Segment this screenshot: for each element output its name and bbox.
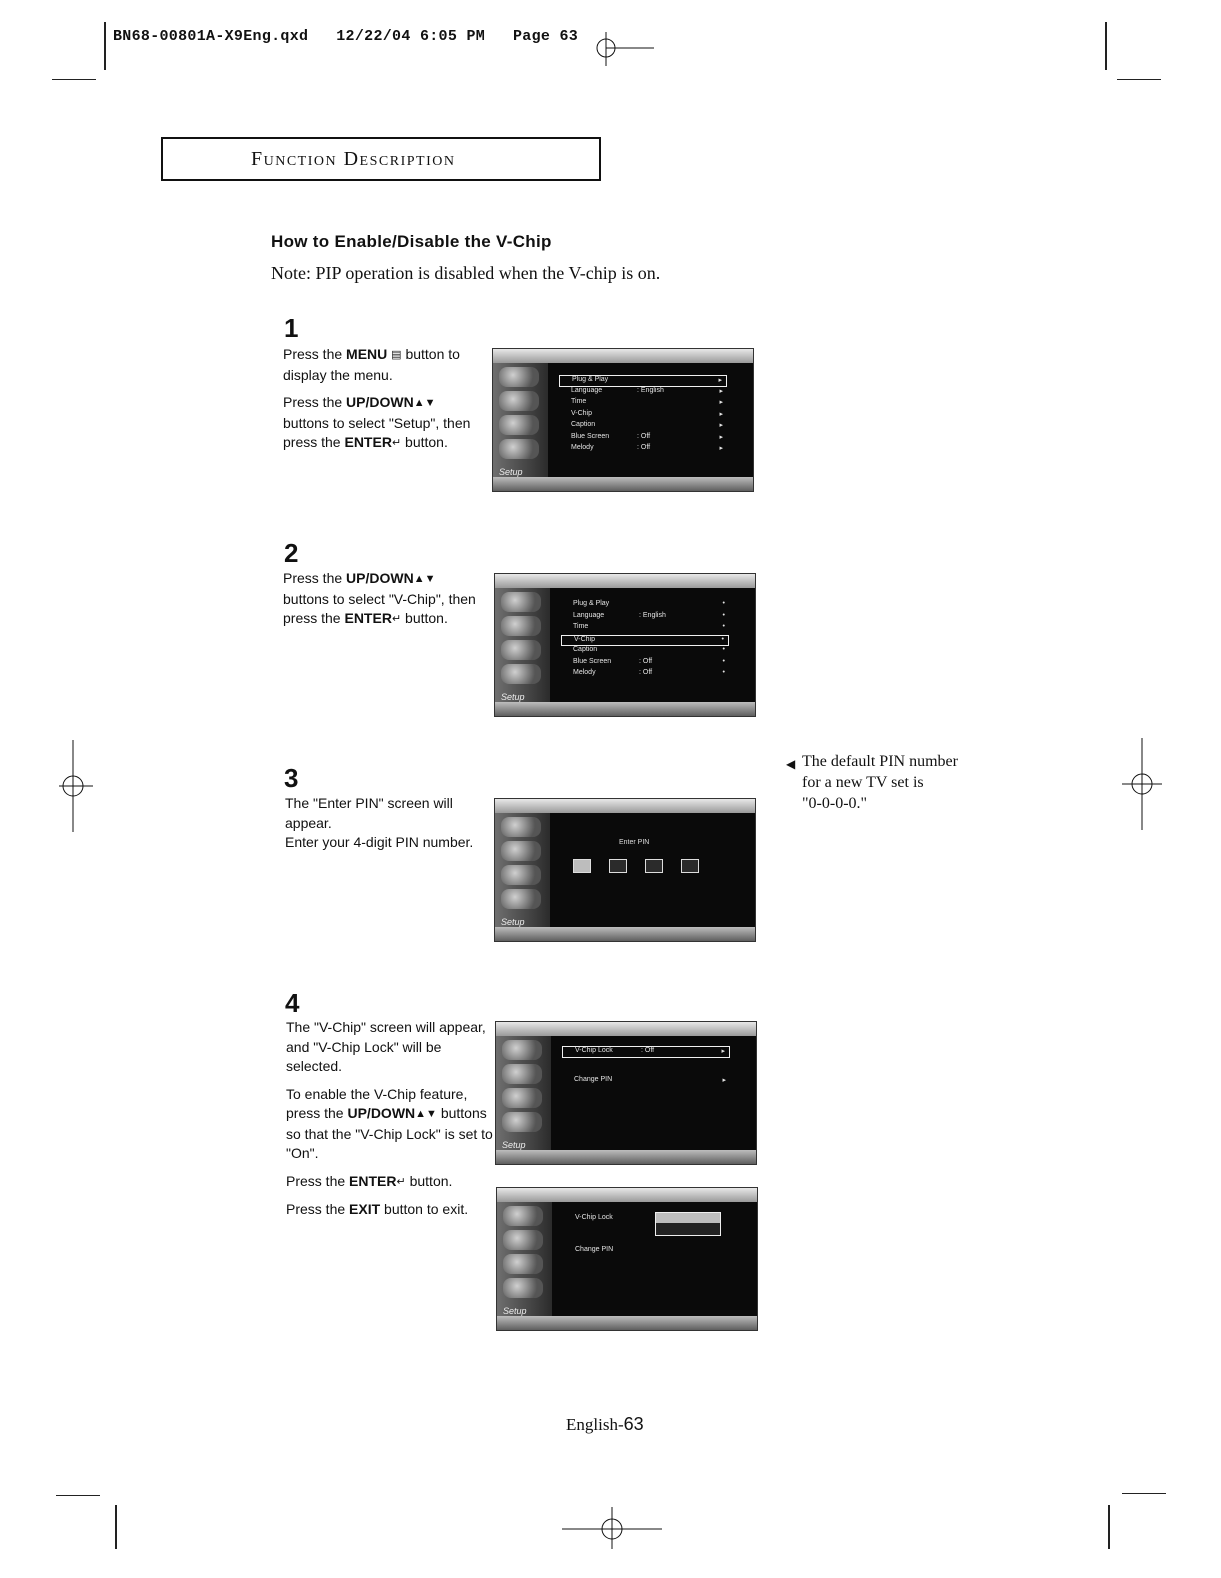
arrow-right-icon: ▸ xyxy=(719,422,723,429)
text: The "V-Chip" screen will appear, and "V-Chip Lock" will be selected. xyxy=(286,1019,486,1074)
menu-category-icon xyxy=(503,1230,543,1250)
menu-category-icon xyxy=(503,1278,543,1298)
page-footer xyxy=(566,1414,644,1435)
arrow-right-icon: ▸ xyxy=(719,387,723,395)
enter-icon: ↵ xyxy=(391,613,402,625)
menu-category-icon xyxy=(502,1040,542,1060)
enter-icon: ↵ xyxy=(396,1175,406,1188)
text: Press the xyxy=(283,346,347,362)
screen-titlebar xyxy=(497,1188,757,1202)
step-instructions xyxy=(283,345,483,462)
up-down-arrows-icon: ▲▼ xyxy=(413,397,436,409)
menu-row: Melody : Off ▸ xyxy=(571,444,723,452)
step-instructions xyxy=(283,569,483,638)
enter-key: ENTER xyxy=(344,434,392,450)
arrow-right-icon: ▸ xyxy=(719,433,723,441)
menu-category-icon xyxy=(502,1064,542,1084)
menu-category-icon xyxy=(499,367,539,387)
tv-menu-screen xyxy=(492,348,754,492)
text: buttons to select "Setup", then press the xyxy=(283,414,471,450)
text: button. xyxy=(401,434,448,450)
step-paragraph xyxy=(286,1018,496,1077)
side-note-line: "0-0-0-0." xyxy=(802,795,868,812)
step-paragraph xyxy=(286,1200,496,1220)
crop-mark xyxy=(52,79,96,80)
menu-row: Caption ▸ xyxy=(571,421,723,429)
up-down-arrows-icon: ▲▼ xyxy=(415,1108,437,1120)
text: To enable the V-Chip feature, press the xyxy=(286,1085,468,1121)
step-instructions xyxy=(285,794,495,853)
tv-menu-screen xyxy=(494,573,756,717)
value-dropdown xyxy=(655,1212,721,1236)
step-paragraph xyxy=(283,345,483,385)
pin-digit-box xyxy=(645,859,663,873)
side-note-line: for a new TV set is xyxy=(802,774,924,791)
registration-mark-icon xyxy=(586,28,656,68)
menu-row: Change PIN ▸ xyxy=(574,1075,726,1084)
menu-category-icon xyxy=(501,640,541,660)
step-number: 4 xyxy=(285,988,300,1018)
text: Press the xyxy=(286,1201,350,1217)
menu-row: Language : English ▸ xyxy=(571,386,723,395)
screen-footer-bar xyxy=(495,702,755,716)
text: The "Enter PIN" screen will appear. xyxy=(285,795,453,831)
step-paragraph xyxy=(283,393,483,454)
screen-category-label: Setup xyxy=(502,1140,526,1150)
menu-category-icon xyxy=(503,1206,543,1226)
tv-pin-screen xyxy=(494,798,756,942)
menu-category-icon xyxy=(501,592,541,612)
menu-row: V-Chip Lock : Off ▸ xyxy=(562,1046,730,1058)
screen-titlebar xyxy=(496,1022,756,1036)
registration-mark-icon xyxy=(1120,738,1164,830)
crop-mark xyxy=(1108,1505,1110,1549)
menu-row: Change PIN xyxy=(575,1245,614,1253)
menu-category-icon xyxy=(501,616,541,636)
menu-category-icon xyxy=(502,1112,542,1132)
menu-row: V-Chip Lock xyxy=(575,1214,613,1221)
text: Press the xyxy=(283,394,347,410)
menu-category-icon xyxy=(499,391,539,411)
screen-footer-bar xyxy=(495,927,755,941)
footer-label: English- xyxy=(566,1415,624,1434)
updown-key: UP/DOWN xyxy=(346,394,414,410)
menu-icon: ▤ xyxy=(391,349,402,361)
page-heading: How to Enable/Disable the V-Chip xyxy=(271,232,552,251)
up-down-arrows-icon: ▲▼ xyxy=(413,573,436,585)
menu-row: Melody : Off • xyxy=(573,669,725,676)
menu-row: Caption • xyxy=(573,646,725,653)
screen-sidebar xyxy=(495,813,550,927)
menu-category-icon xyxy=(501,664,541,684)
step-number: 3 xyxy=(284,763,299,793)
crop-mark xyxy=(56,1495,100,1496)
menu-row: Language : English • xyxy=(573,611,725,619)
crop-mark xyxy=(1122,1493,1166,1494)
menu-row: V-Chip • xyxy=(561,635,729,647)
menu-category-icon xyxy=(499,439,539,459)
menu-row: Blue Screen : Off ▸ xyxy=(571,432,723,441)
step-paragraph xyxy=(283,569,483,630)
crop-mark xyxy=(115,1505,117,1549)
menu-category-icon xyxy=(499,415,539,435)
screen-category-label: Setup xyxy=(501,917,525,927)
text: button to exit. xyxy=(380,1201,469,1217)
menu-row: V-Chip ▸ xyxy=(571,409,723,418)
menu-row: Plug & Play ▸ xyxy=(559,375,727,387)
screen-sidebar xyxy=(493,363,548,477)
section-header xyxy=(161,137,601,181)
arrow-right-icon: ▸ xyxy=(719,399,723,406)
arrow-right-icon: ▸ xyxy=(718,377,722,384)
pin-digit-box xyxy=(681,859,699,873)
screen-sidebar xyxy=(495,588,550,702)
note: Note: PIP operation is disabled when the V-chip is on. xyxy=(271,263,661,283)
page-number: 63 xyxy=(623,1414,644,1434)
text: Press the xyxy=(283,570,347,586)
enter-icon: ↵ xyxy=(391,437,402,449)
pin-digit-box xyxy=(573,859,591,873)
menu-category-icon xyxy=(501,817,541,837)
step-number: 2 xyxy=(284,538,299,568)
menu-category-icon xyxy=(503,1254,543,1274)
menu-row: Time • xyxy=(573,623,725,630)
registration-mark-icon xyxy=(562,1505,662,1549)
screen-sidebar xyxy=(497,1202,552,1316)
pin-digit-box xyxy=(609,859,627,873)
step-paragraph xyxy=(285,794,495,833)
text: Enter your 4-digit PIN number. xyxy=(285,834,474,850)
step-number: 1 xyxy=(284,313,299,343)
pin-entry-boxes xyxy=(573,859,699,873)
text: button. xyxy=(401,610,448,626)
screen-footer-bar xyxy=(497,1316,757,1330)
updown-key: UP/DOWN xyxy=(347,1105,416,1121)
step-paragraph xyxy=(285,833,495,853)
text: button to display the menu. xyxy=(283,346,460,383)
crop-mark xyxy=(104,22,106,70)
screen-titlebar xyxy=(493,349,753,363)
menu-row: Blue Screen : Off • xyxy=(573,657,725,665)
menu-key: MENU xyxy=(346,346,388,362)
tv-vchip-screen xyxy=(495,1021,757,1165)
text: Press the xyxy=(286,1172,350,1189)
enter-key: ENTER xyxy=(344,610,392,626)
step-paragraph xyxy=(286,1085,496,1164)
file-info: BN68-00801A-X9Eng.qxd 12/22/04 6:05 PM Page 63 xyxy=(113,28,579,45)
screen-category-label: Setup xyxy=(501,692,525,702)
updown-key: UP/DOWN xyxy=(346,570,414,586)
menu-category-icon xyxy=(501,889,541,909)
text: buttons so that the "V-Chip Lock" is set to "On". xyxy=(286,1105,493,1161)
crop-mark xyxy=(1117,79,1161,80)
text: buttons to select "V-Chip", then press the xyxy=(283,590,476,626)
crop-mark xyxy=(1105,22,1107,70)
screen-sidebar xyxy=(496,1036,551,1150)
menu-category-icon xyxy=(501,841,541,861)
tv-vchip-screen xyxy=(496,1187,758,1331)
screen-titlebar xyxy=(495,574,755,588)
screen-titlebar xyxy=(495,799,755,813)
enter-key: ENTER xyxy=(349,1172,397,1189)
exit-key: EXIT xyxy=(349,1201,381,1217)
side-note-line: The default PIN number xyxy=(802,753,958,770)
screen-footer-bar xyxy=(496,1150,756,1164)
pin-label: Enter PIN xyxy=(619,839,650,846)
screen-category-label: Setup xyxy=(499,467,523,477)
pointer-left-icon: ◀ xyxy=(786,757,796,771)
side-note xyxy=(786,751,958,814)
text: button. xyxy=(405,1172,453,1189)
menu-row: Plug & Play • xyxy=(573,600,725,607)
screen-category-label: Setup xyxy=(503,1306,527,1316)
arrow-right-icon: ▸ xyxy=(719,445,723,452)
menu-category-icon xyxy=(502,1088,542,1108)
screen-footer-bar xyxy=(493,477,753,491)
section-title: Function Description xyxy=(251,147,456,170)
step-instructions xyxy=(286,1018,496,1228)
menu-row: Time ▸ xyxy=(571,398,723,406)
step-paragraph xyxy=(286,1172,496,1193)
menu-category-icon xyxy=(501,865,541,885)
registration-mark-icon xyxy=(55,740,95,832)
arrow-right-icon: ▸ xyxy=(719,410,723,418)
